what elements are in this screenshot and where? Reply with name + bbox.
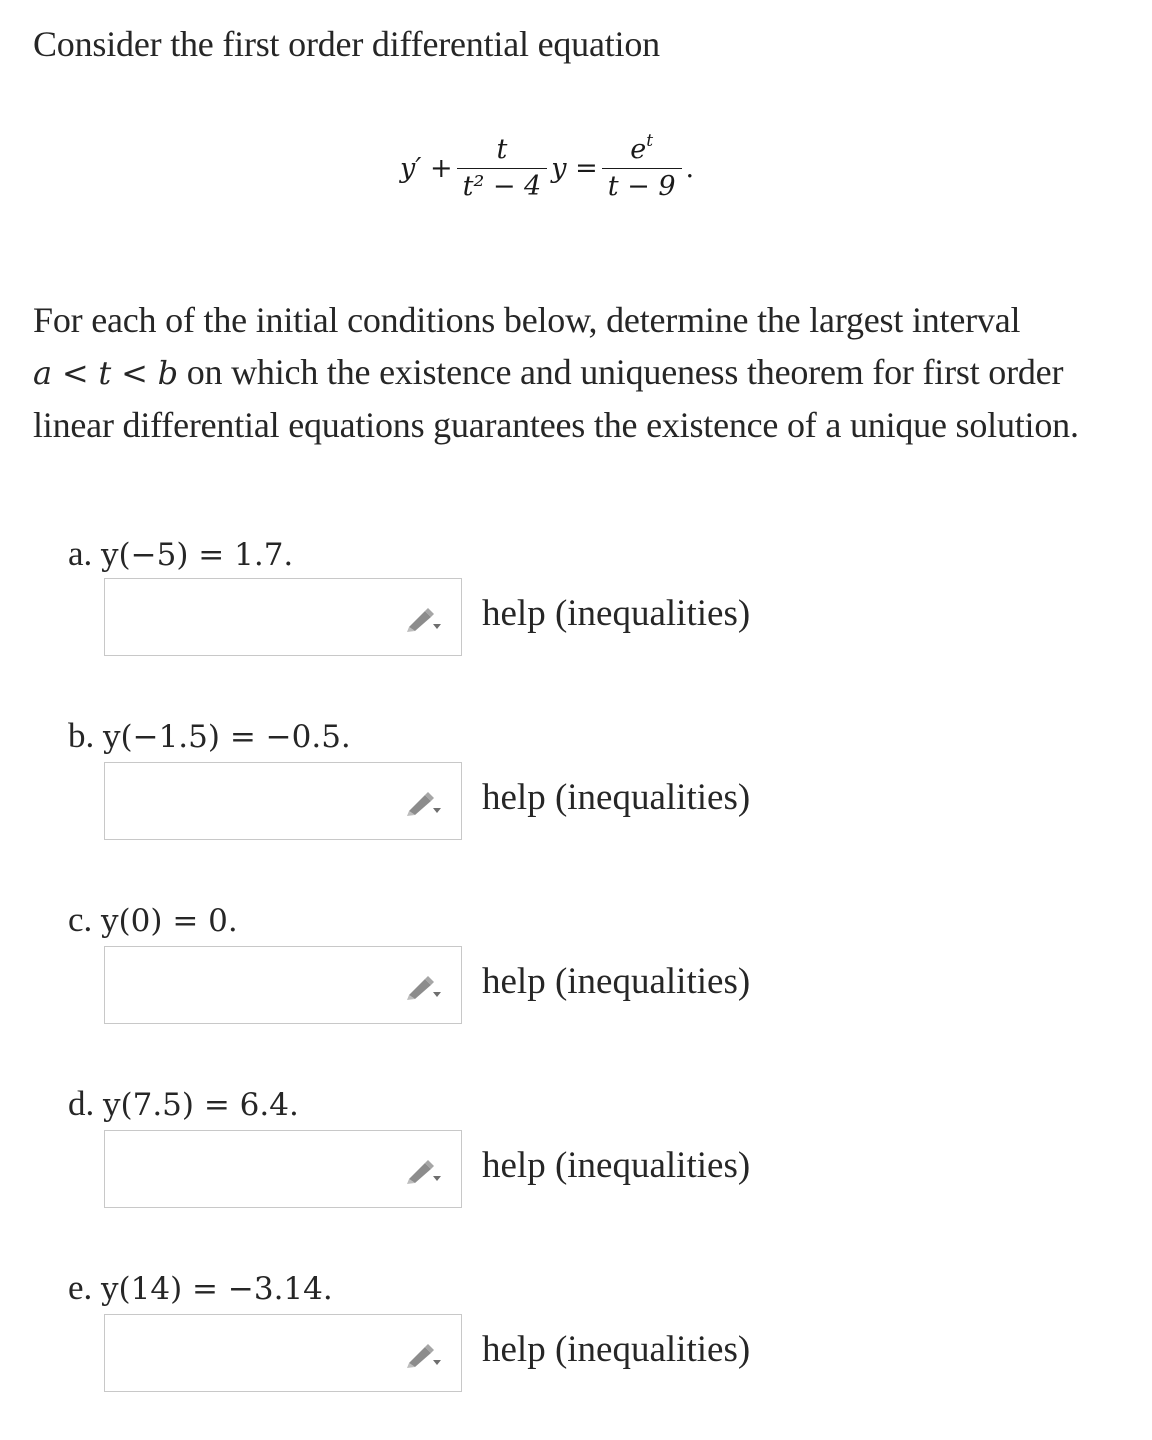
initial-condition: y(−5) = 1.7. — [101, 537, 294, 573]
part-c-answer-box — [104, 946, 462, 1024]
part-d-answer-input[interactable] — [105, 1131, 395, 1205]
part-a-help-link[interactable]: help (inequalities) — [482, 593, 751, 634]
initial-condition: y(14) = −3.14. — [101, 1271, 333, 1307]
differential-equation — [400, 118, 694, 218]
initial-condition: y(7.5) = 6.4. — [103, 1087, 299, 1123]
part-c-answer-input[interactable] — [105, 947, 395, 1021]
pencil-icon[interactable] — [403, 1155, 443, 1185]
part-d-help-link[interactable]: help (inequalities) — [482, 1145, 751, 1186]
part-letter: d. — [68, 1084, 95, 1123]
interval-notation: a < t < b — [33, 354, 178, 392]
part-e-label — [68, 1268, 333, 1309]
part-letter: e. — [68, 1268, 93, 1307]
part-c-help-link[interactable]: help (inequalities) — [482, 961, 751, 1002]
pencil-icon[interactable] — [403, 971, 443, 1001]
eq-fraction-2 — [602, 130, 682, 202]
instructions-line-2: on which the existence and uniqueness theorem for first order — [177, 352, 1064, 392]
eq-fraction-1 — [457, 135, 548, 202]
eq-frac2-denominator: t − 9 — [602, 168, 682, 202]
part-b-label — [68, 716, 351, 757]
pencil-icon[interactable] — [403, 1339, 443, 1369]
eq-y-term: y = — [551, 152, 598, 184]
eq-period: . — [685, 152, 695, 184]
eq-exp-power: t — [646, 130, 654, 151]
pencil-icon[interactable] — [403, 787, 443, 817]
instructions-line-1: For each of the initial conditions below, determine the largest interval — [33, 300, 1021, 340]
part-d-answer-box — [104, 1130, 462, 1208]
part-letter: b. — [68, 716, 95, 755]
part-d-label — [68, 1084, 299, 1125]
part-b-answer-input[interactable] — [105, 763, 395, 837]
part-e-answer-input[interactable] — [105, 1315, 395, 1389]
part-a-answer-input[interactable] — [105, 579, 395, 653]
part-a-label — [68, 534, 293, 575]
part-letter: c. — [68, 900, 93, 939]
part-letter: a. — [68, 534, 93, 573]
initial-condition: y(−1.5) = −0.5. — [103, 719, 351, 755]
initial-condition: y(0) = 0. — [101, 903, 238, 939]
eq-frac2-numerator — [624, 130, 659, 168]
part-e-answer-box — [104, 1314, 462, 1392]
part-e-help-link[interactable]: help (inequalities) — [482, 1329, 751, 1370]
part-a-answer-box — [104, 578, 462, 656]
instructions-paragraph — [33, 294, 1133, 451]
instructions-line-3: linear differential equations guarantees the existence of a unique solution. — [33, 405, 1079, 445]
pencil-icon[interactable] — [403, 603, 443, 633]
eq-frac1-denominator: t² − 4 — [457, 168, 548, 202]
eq-lhs: y′ + — [400, 152, 453, 184]
intro-text: Consider the first order differential equation — [33, 24, 660, 64]
part-b-answer-box — [104, 762, 462, 840]
part-b-help-link[interactable]: help (inequalities) — [482, 777, 751, 818]
eq-exp-base: e — [630, 133, 647, 165]
part-c-label — [68, 900, 238, 941]
eq-frac1-numerator: t — [496, 133, 508, 165]
